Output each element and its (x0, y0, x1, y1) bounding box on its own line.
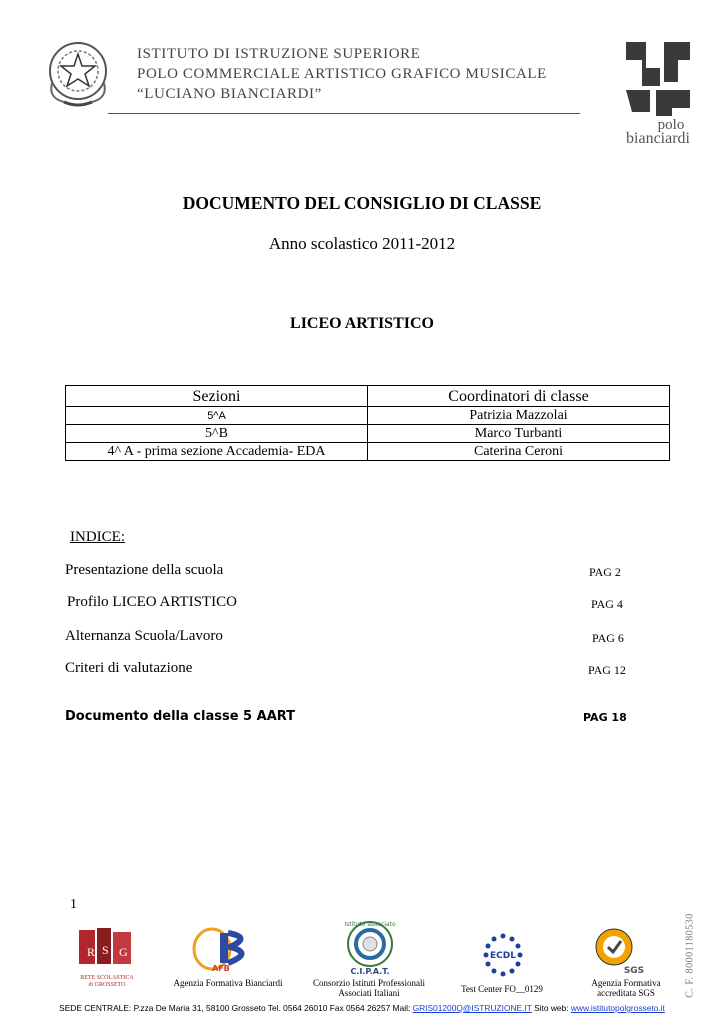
toc-item-page: PAG 2 (589, 565, 621, 579)
toc-item-page: PAG 18 (583, 711, 627, 724)
fiscal-code: C. F. 80001180530 (684, 913, 696, 998)
rete-text-bottom: di GROSSETO (88, 982, 126, 988)
sgs-caption (566, 978, 686, 998)
section-cell: 4^ A - prima sezione Accademia- EDA (66, 443, 368, 461)
website-link[interactable]: www.istitutopolgrosseto.it (570, 1003, 665, 1013)
toc-item-title: Criteri di valutazione (65, 660, 193, 676)
bianciardi-logo-word: bianciardi (626, 130, 690, 147)
header-line-1: ISTITUTO DI ISTRUZIONE SUPERIORE (137, 46, 421, 62)
table-header-coordinators: Coordinatori di classe (368, 386, 670, 407)
cipat-caption (300, 978, 438, 998)
ecdl-logo-icon (478, 930, 528, 978)
rete-scolastica-icon (73, 926, 141, 970)
coordinator-cell: Marco Turbanti (368, 425, 670, 443)
cipat-ring-text: Istituto associato (344, 921, 396, 928)
toc-item-page: PAG 4 (591, 597, 623, 611)
svg-text:S: S (102, 943, 109, 957)
ecdl-mark: ECDL (490, 951, 516, 961)
italian-republic-emblem (44, 38, 112, 108)
cipat-logo-icon (335, 920, 405, 976)
table-header-row (66, 386, 670, 407)
table-row (66, 443, 670, 461)
page-number: 1 (70, 897, 77, 912)
toc-item-title: Profilo LICEO ARTISTICO (67, 594, 237, 610)
toc-item-page: PAG 12 (588, 663, 626, 677)
table-row (66, 425, 670, 443)
toc-item-title: Alternanza Scuola/Lavoro (65, 628, 223, 644)
afb-mark: AFB (212, 964, 230, 973)
index-colon: : (120, 529, 125, 545)
afb-caption: Agenzia Formativa Bianciardi (173, 978, 283, 988)
sgs-caption-line-1: Agenzia Formativa (591, 978, 661, 988)
afb-logo-icon (190, 925, 260, 973)
school-year: Anno scolastico 2011-2012 (268, 234, 456, 253)
sgs-caption-line-2: accreditata SGS (597, 988, 655, 998)
svg-text:R: R (87, 945, 96, 959)
index-heading (70, 529, 125, 546)
document-title: DOCUMENTO DEL CONSIGLIO DI CLASSE (182, 193, 542, 213)
header-line-2: POLO COMMERCIALE ARTISTICO GRAFICO MUSICALE (137, 66, 547, 82)
site-label: Sito web: (534, 1003, 569, 1013)
coordinator-cell: Caterina Ceroni (368, 443, 670, 461)
section-cell: 5^B (66, 425, 368, 443)
coordinator-cell: Patrizia Mazzolai (368, 407, 670, 425)
toc-item-title: Presentazione della scuola (65, 562, 224, 578)
table-row (66, 407, 670, 425)
svg-text:G: G (119, 945, 128, 959)
sections-table (65, 385, 670, 461)
rete-scolastica-logo (73, 926, 141, 986)
cipat-caption-line-1: Consorzio Istituti Professionali (313, 978, 425, 988)
cipat-caption-line-2: Associati Italiani (338, 988, 400, 998)
institute-header (137, 44, 547, 104)
table-header-sections: Sezioni (66, 386, 368, 407)
toc-item-title: Documento della classe 5 AART (65, 709, 296, 724)
footer-address (0, 1003, 724, 1013)
mail-link[interactable]: GRIS01200Q@ISTRUZIONE.IT (412, 1003, 532, 1013)
ecdl-caption: Test Center FO__0129 (461, 984, 543, 994)
rete-text-top: RETE SCOLASTICA (80, 975, 134, 981)
sgs-mark: SGS (623, 966, 645, 976)
address-text: SEDE CENTRALE: P.zza De Maria 31, 58100 Grosseto Tel. 0564 26010 Fax 0564 26257 Mail: (59, 1003, 411, 1013)
index-label: INDICE (70, 529, 121, 545)
header-line-3: “LUCIANO BIANCIARDI” (137, 86, 322, 102)
sgs-logo-icon (590, 925, 650, 977)
header-divider (108, 113, 580, 114)
cipat-mark: C.I.P.A.T. (350, 967, 390, 976)
polo-logo-text (620, 118, 696, 146)
section-cell: 5^A (66, 407, 368, 425)
polo-logo-word: polo (657, 117, 685, 133)
course-name: LICEO ARTISTICO (290, 315, 434, 332)
toc-item-page: PAG 6 (592, 631, 624, 645)
